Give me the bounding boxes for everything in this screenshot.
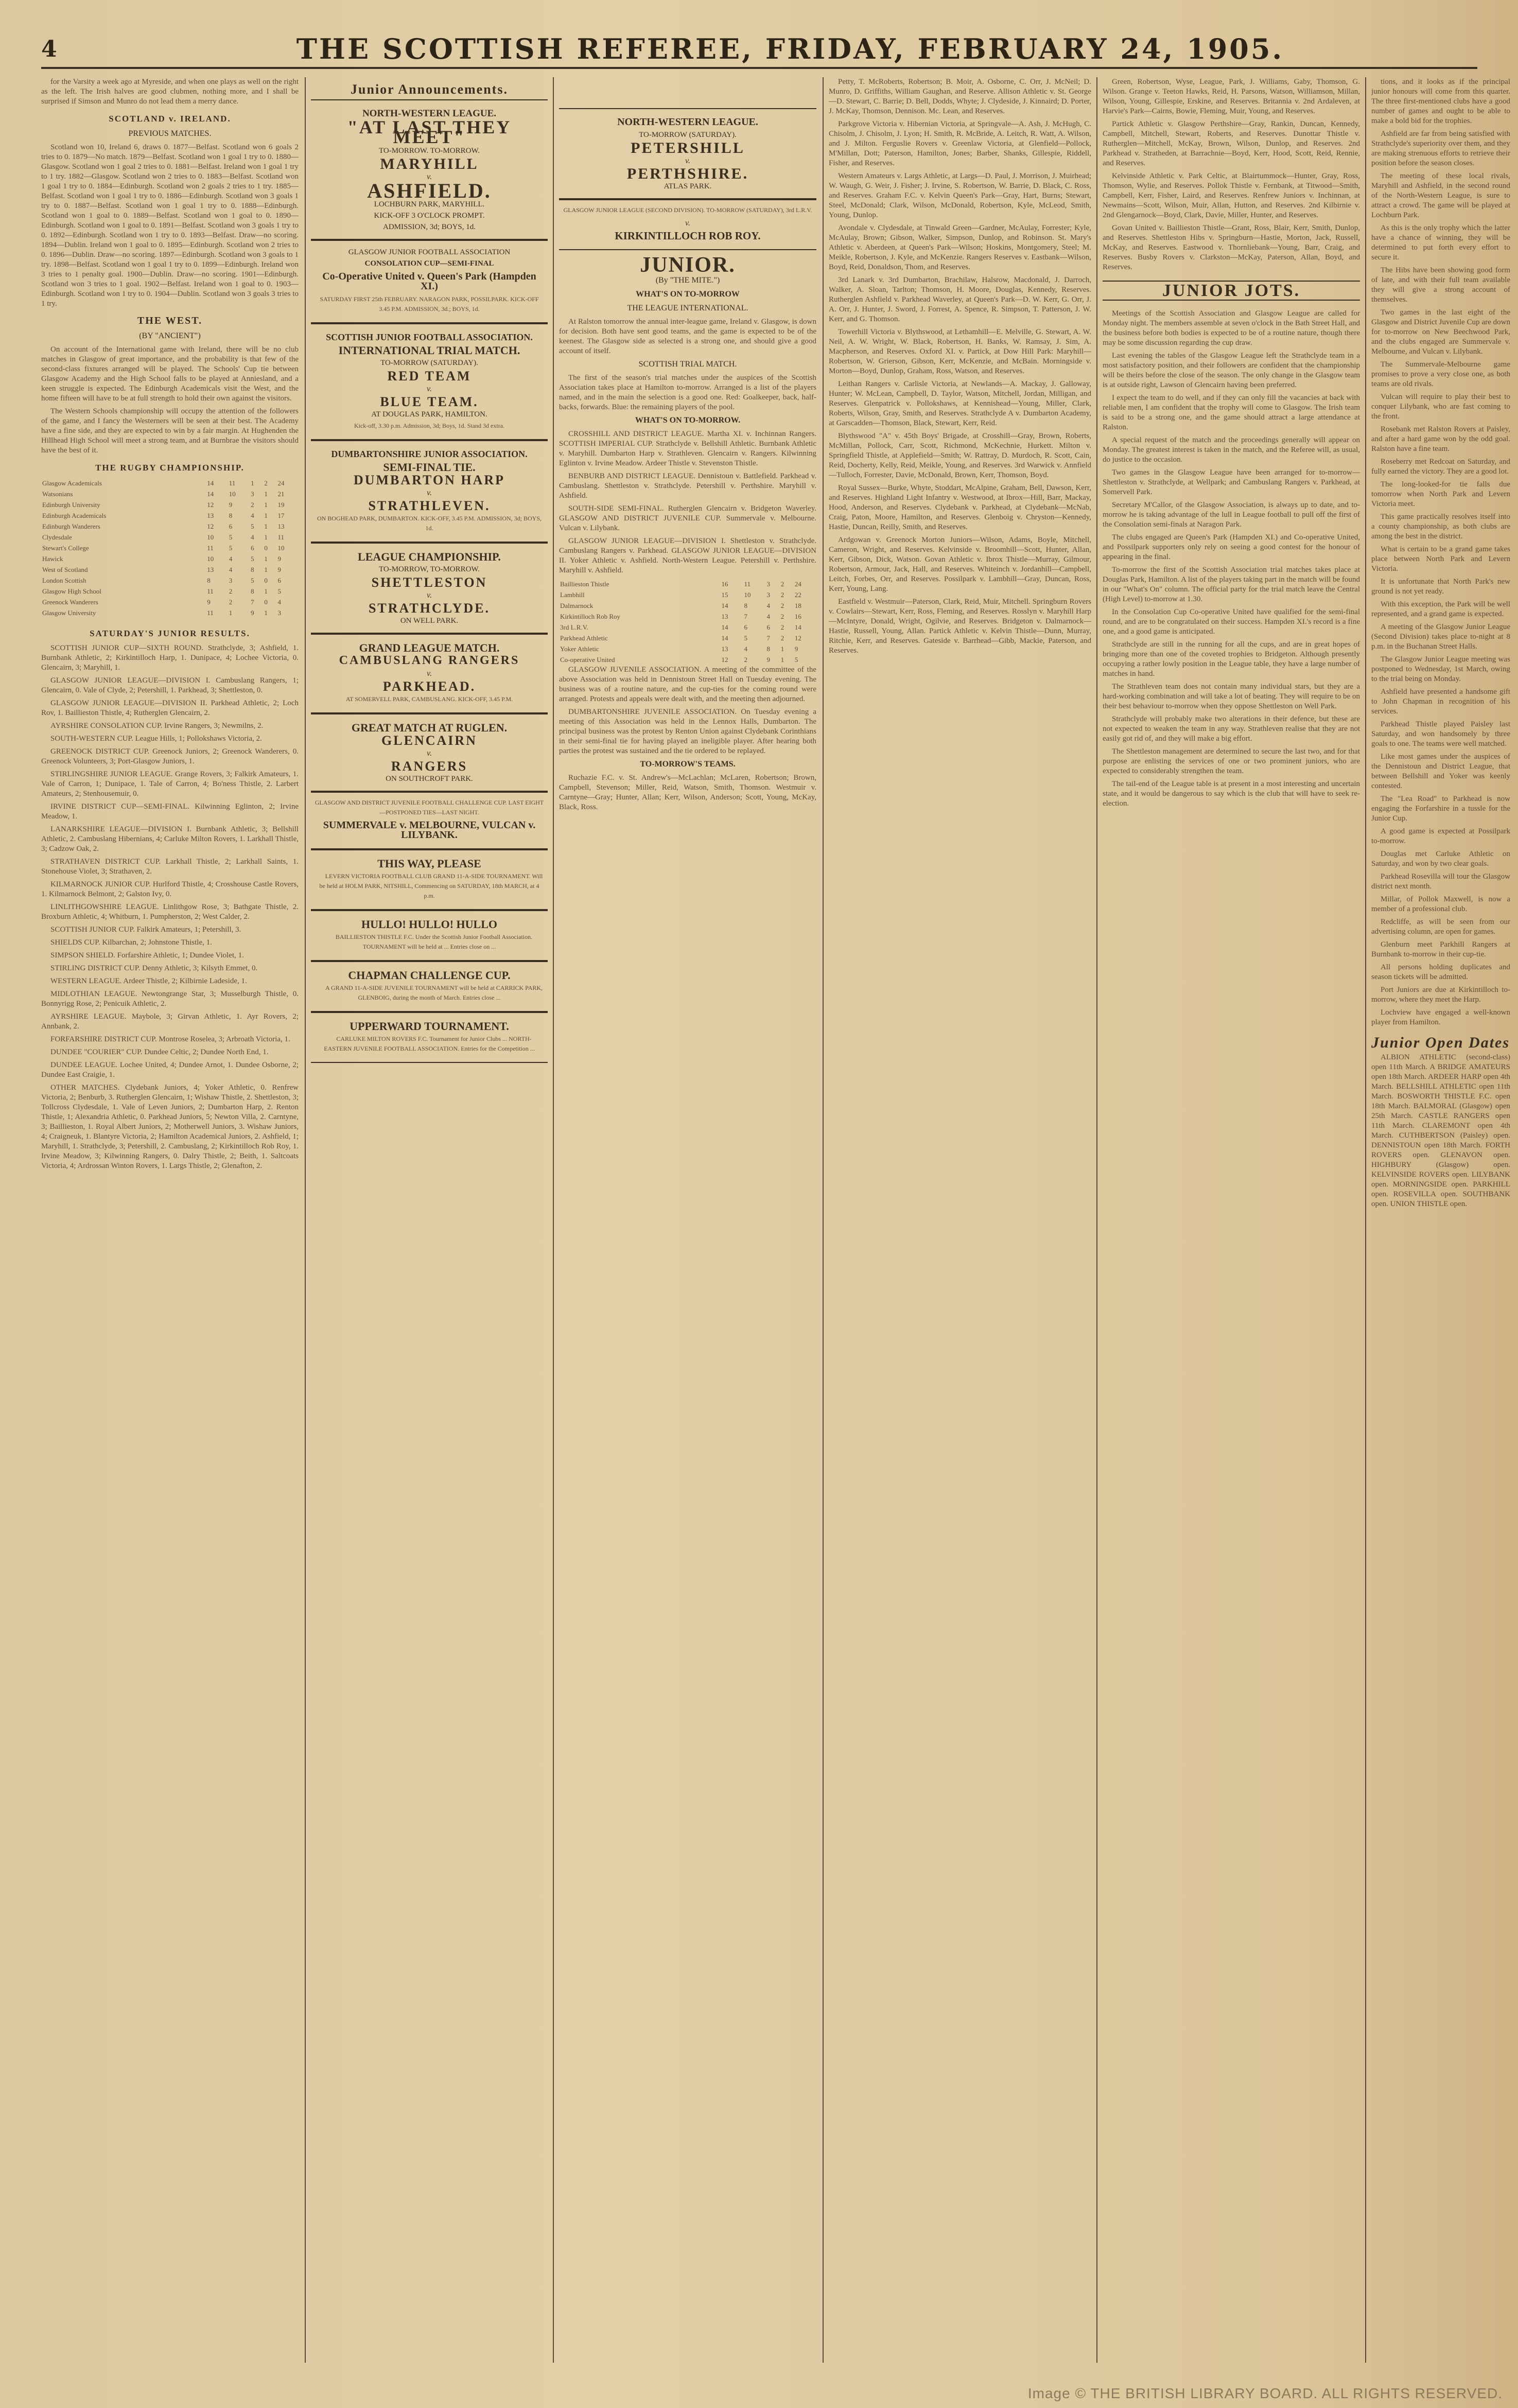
column-rule <box>823 77 824 2363</box>
column-rule <box>1096 77 1097 2363</box>
heading-tomorrows-teams: TO-MORROW'S TEAMS. <box>640 760 736 769</box>
advert-dumbartonshire: DUMBARTONSHIRE JUNIOR ASSOCIATION. SEMI-FINAL TIE. DUMBARTON HARP v. STRATHLEVEN. ON BOGHEAD PARK, DUMBARTON. KICK-OFF, 3.45 P.M. ADMISSION, 3d; BOYS, 1d. <box>311 440 548 543</box>
page-header <box>41 31 1477 69</box>
advert-upperward: UPPERWARD TOURNAMENT. CARLUKE MILTON ROVERS F.C. Tournament for Junior Clubs ... NORTH-EASTERN JUVENILE FOOTBALL ASSOCIATION. Entries for the Competition ... <box>311 1012 548 1063</box>
advert-chapman-cup: CHAPMAN CHALLENGE CUP. A GRAND 11-A-SIDE JUVENILE TOURNAMENT will be held at CARRICK PARK, GLENBOIG, during the month of March. Entries close ... <box>311 961 548 1012</box>
column-3: NORTH-WESTERN LEAGUE. TO-MORROW (SATURDAY). PETERSHILL v. PERTHSHIRE. ATLAS PARK. GLASGOW JUNIOR LEAGUE (SECOND DIVISION). TO-MORROW (SATURDAY), 3rd L.R.V. v. KIRKINTILLOCH ROB ROY. JUNIOR. (By "THE MITE.") WHAT'S ON TO-MORROW THE LEAGUE INTERNATIONAL. At Ralston tomorrow the annual inter-league game, Ireland v. Glasgow, is down for decision. Both have sent good teams, and the game is expected to be of the keenest. The Glasgow side as selected is a strong one, and should give a good account of itself. SCOTTISH TRIAL MATCH. The first of the season's trial matches under the auspices of the Scottish Association takes place at Hamilton to-morrow. Arranged is a list of the players named, and in the main the selection is a good one. Red: Goalkeeper, back, half-backs, forwards. Blue: the remaining players of the pool. WHAT'S ON TO-MORROW. CROSSHILL AND DISTRICT LEAGUE. Martha XI. v. Inchinnan Rangers. SCOTTISH IMPERIAL CUP. Strathclyde v. Bellshill Athletic. Burnbank Athletic v. Maryhill. Dumbarton Harp v. Strathleven. Glencairn v. Rangers. Kilwinning Eglinton v. Irvine Meadow. Ardeer Thistle v. Stevenston Thistle. BENBURB AND DISTRICT LEAGUE. Dennistoun v. Battlefield. Parkhead v. Cambuslang. Shettleston v. Strathclyde. Petershill v. Perthshire. Maryhill v. Ashfield. SOUTH-SIDE SEMI-FINAL. Rutherglen Glencairn v. Bridgeton Waverley. GLASGOW AND DISTRICT JUVENILE CUP. Summervale v. Melbourne. Vulcan v. Lilybank. GLASGOW JUNIOR LEAGUE—DIVISION I. Shettleston v. Strathclyde. Cambuslang Rangers v. Parkhead. GLASGOW JUNIOR LEAGUE—DIVISION II. Yoker Athletic v. Ashfield. North-Western League. Petershill v. Perthshire. Maryhill v. Ashfield. Baillieston Thistle 16 11 3 2 24 Lambhill 15 10 3 2 22 Dalmarnock 14 8 4 2 18 Kirkintilloch Rob Roy 13 7 4 2 16 3rd L.R.V. 14 6 6 2 14 Parkhead Athletic 14 5 7 2 12 Yoker Athletic 13 4 8 1 9 Co-operative United 12 2 9 1 5 GLASGOW JUVENILE ASSOCIATION. A meeting of the committee of the above Association was held in Dennistoun Street Hall on Tuesday evening. The business was of a routine nature, and the cup-ties for the coming round were arranged. Protests and appeals were dealt with, and the meeting then adjourned. DUMBARTONSHIRE JUVENILE ASSOCIATION. On Tuesday evening a meeting of this Association was held in the Lennox Halls, Dumbarton. The principal business was the protest by Renton Union against Clydebank Corinthians in their semi-final tie for having played an ineligible player. After hearing both parties the protest was sustained and the tie ordered to be replayed. TO-MORROW'S TEAMS. Ruchazie F.C. v. St. Andrew's—McLachlan; McLaren, Robertson; Brown, Campbell, Stevenson; Miller, Reid, Watson, Smith, Thomson. Westmuir v. Carntyne—Gray; Hunter, Allan; Kerr, Wilson, Anderson; Scott, Young, McKay, Black, Ross. <box>559 77 816 2363</box>
championship-table: Glasgow Academicals 14 11 1 2 24 Watsonians 14 10 3 1 21 Edinburgh University 12 9 2 1 19 Edinburgh Academicals 13 8 4 1 17 Edinburgh Wanderers 12 6 5 1 13 Clydesdale 10 5 4 1 11 Stewart's College 11 5 6 0 10 Hawick 10 4 5 1 9 West of Scotland 13 4 8 1 9 London Scottish 8 3 5 0 6 Glasgow High School 11 2 8 1 5 Greenock Wanderers 9 2 7 0 4 Glasgow University 11 1 9 1 3 <box>42 479 285 617</box>
heading-whats-on: WHAT'S ON TO-MORROW <box>636 290 740 299</box>
heading-the-west: THE WEST. <box>137 315 203 326</box>
advert-hullo: HULLO! HULLO! HULLO BAILLIESTON THISTLE F.C. Under the Scottish Junior Football Association. TOURNAMENT will be held at ... Entries close on ... <box>311 910 548 961</box>
column-6: tions, and it looks as if the principal junior honours will come from this quarter. The three first-mentioned clubs have a good number of games and ought to be able to make a bold bid for the trophies. Ashfield are far from being satisfied with Strathclyde's superiority over them, and they are making strenuous efforts to retrieve their position before the season closes. The meeting of these local rivals, Maryhill and Ashfield, in the second round of the North-Western League, is sure to attract a crowd. The game will be played at Lochburn Park. As this is the only trophy which the latter have a chance of winning, they will be determined to put forth every effort to secure it. The Hibs have been showing good form of late, and with their full team available they will give a strong account of themselves. Two games in the last eight of the Glasgow and District Juvenile Cup are down for to-morrow on New Beechwood Park, and the clubs engaged are Summervale v. Melbourne, and Vulcan v. Lilybank. The Summervale-Melbourne game promises to prove a very close one, as both teams are old rivals. Vulcan will require to play their best to conquer Lilybank, who are fast coming to the front. Rosebank met Ralston Rovers at Paisley, and after a hard game won by the odd goal. Ralston have a fine team. Roseberry met Redcoat on Saturday, and fully earned the victory. They are a good lot. The long-looked-for tie falls due tomorrow when North Park and Levern Victoria meet. This game practically resolves itself into a county championship, as both clubs are among the best in the district. What is certain to be a grand game takes place between North Park and Levern Victoria. It is unfortunate that North Park's new ground is not yet ready. With this exception, the Park will be well represented, and a grand game is expected. A meeting of the Glasgow Junior League (Second Division) takes place to-night at 8 p.m. in the Buchanan Street Halls. The Glasgow Junior League meeting was postponed to Wednesday, 1st March, owing to the trial being on Monday. Ashfield have presented a handsome gift to John Chapman in recognition of his services. Parkhead Thistle played Paisley last Saturday, and won handsomely by three goals to one. The teams were well matched. Like most games under the auspices of the Dennistoun and District League, that between Bellshill and Yoker was keenly contested. The "Lea Road" to Parkhead is now engaging the Forfarshire in a tussle for the Junior Cup. A good game is expected at Possilpark to-morrow. Douglas met Carluke Athletic on Saturday, and won by two clear goals. Parkhead Rosevilla will tour the Glasgow district next month. Millar, of Pollok Maxwell, is now a member of a professional club. Redcliffe, as will be seen from our advertising column, are open for games. Glenburn meet Parkhill Rangers at Burnbank to-morrow in their cup-tie. All persons holding duplicates and season tickets will be admitted. Port Juniors are due at Kirkintilloch to-morrow, where they meet the Harp. Lochview have engaged a well-known player from Hamilton. Junior Open Dates ALBION ATHLETIC (second-class) open 11th March. A BRIDGE AMATEURS open 18th March. ARDEER HARP open 4th March. BELLSHILL ATHLETIC open 11th March. BOSWORTH THISTLE F.C. open 18th March. BALMORAL (Glasgow) open 25th March. CASTLE RANGERS open 11th March. CLAREMONT open 4th March. CUTHBERTSON (Paisley) open. DENNISTOUN open 18th March. FORTH ROVERS open. GLENAVON open. HIGHBURY (Glasgow) open. KELVINSIDE ROVERS open. LILYBANK open. MORNINGSIDE open. PARKHILL open. ROSEVILLA open. SOUTHBANK open. UNION THISTLE open. <box>1371 78 1510 1208</box>
junior-announcements-title: Junior Announcements. <box>351 82 508 97</box>
junior-open-dates-title: Junior Open Dates <box>1371 1034 1510 1051</box>
advert-international-trial: SCOTTISH JUNIOR FOOTBALL ASSOCIATION. INTERNATIONAL TRIAL MATCH. TO-MORROW (SATURDAY). RED TEAM v. BLUE TEAM. AT DOUGLAS PARK, HAMILTON. Kick-off, 3.30 p.m. Admission, 3d; Boys, 1d. Stand 3d extra. <box>311 323 548 440</box>
heading-junior-results: SATURDAY'S JUNIOR RESULTS. <box>90 629 250 638</box>
heading-previous-matches: PREVIOUS MATCHES. <box>128 129 212 138</box>
junior-jots-title: JUNIOR JOTS. <box>1103 281 1360 301</box>
masthead: THE SCOTTISH REFEREE, FRIDAY, FEBRUARY 24, 1905. <box>296 32 1284 65</box>
heading-scotland-ireland: SCOTLAND v. IRELAND. <box>109 114 231 124</box>
column-rule <box>553 77 554 2363</box>
heading-whats-on-2: WHAT'S ON TO-MORROW. <box>635 416 741 425</box>
heading-league-international: THE LEAGUE INTERNATIONAL. <box>627 304 748 312</box>
advert-maryhill-ashfield: NORTH-WESTERN LEAGUE. "AT LAST THEY MEET" TO-MORROW. TO-MORROW. MARYHILL v. ASHFIELD. LOCHBURN PARK, MARYHILL. KICK-OFF 3 O'CLOCK PROMPT. ADMISSION, 3d; BOYS, 1d. <box>311 99 548 240</box>
advert-ruglen: GREAT MATCH AT RUGLEN. GLENCAIRN v. RANGERS ON SOUTHCROFT PARK. <box>311 713 548 792</box>
byline-the-mite: (By "THE MITE.") <box>655 276 720 285</box>
advert-league-championship: LEAGUE CHAMPIONSHIP. TO-MORROW, TO-MORROW. SHETTLESTON v. STRATHCLYDE. ON WELL PARK. <box>311 543 548 634</box>
column-5: Green, Robertson, Wyse, League, Park, J. Williams, Gaby, Thomson, G. Wilson. Grange v. Teeton Hawks, Reid, H. Parsons, Watson, Williamson, Millan, Wilson, Young, Gillespie, Erskine, and Reserves. Britannia v. 2nd Ardaleven, at Harvie's Park—Cairns, Bowie, Fleming, Muir, Young, and Reserves. Partick Athletic v. Glasgow Perthshire—Gray, Rankin, Duncan, Kennedy, Campbell, Mitchell, Stewart, Roberts, and Reserves. Dunottar Thistle v. Rutherglen—Mitchell, McKay, Brown, Wilson, Dunlop, and Reserves. 2nd Parkhead v. Stratheden, at Barrachnie—Boyd, Kerr, Hood, Scott, Reid, Rennie, and Reserves. Kelvinside Athletic v. Park Celtic, at Blairtummock—Hunter, Gray, Ross, Thomson, Wylie, and Reserves. Pollok Thistle v. Fernbank, at Titwood—Smith, Campbell, Kerr, Fisher, Laird, and Reserves. Renfrew Juniors v. Inchinnan, at Newmains—Scott, Wilson, Muir, Allan, Hutton, and Reserves. 2nd Kilbirnie v. 2nd Glengarnock—Boyd, Clark, Davie, Miller, Hunter, and Reserves. Govan United v. Baillieston Thistle—Grant, Ross, Blair, Kerr, Smith, Dunlop, and Reserves. Shettleston Hibs v. Springburn—Hastie, Morton, Jack, Russell, McKay, and Reserves. Eastwood v. Thornliebank—Young, Barr, Craig, and Reserves. Busby Rovers v. Clarkston—McKay, Paterson, Allan, Boyd, and Reserves. JUNIOR JOTS. Meetings of the Scottish Association and Glasgow League are called for Monday night. The members assemble at seven o'clock in the Bath Street Hall, and the business before both bodies is expected to be of a routine nature, though there may be some discussion regarding the cup draw. Last evening the tables of the Glasgow League left the Strathclyde team in a most satisfactory position, and their followers are confident that the championship will be theirs before the close of the season. The only change in the Glasgow team is at outside right, Lawson of Glencairn having been preferred. I expect the team to do well, and if they can only fill the vacancies at back with reliable men, I am confident that the trophy will come to Glasgow. The Irish team is said to be a strong one, and the game should attract a large attendance at Ralston. A special request of the match and the proceedings generally will appear on Monday. The greatest interest is taken in the match, and the Referee will, as usual, do justice to the occasion. Two games in the Glasgow League have been arranged for to-morrow—Shettleston v. Strathclyde, at Wellpark; and Cambuslang Rangers v. Parkhead, at Somervell Park. Secretary M'Callor, of the Glasgow Association, is always up to date, and to-morrow he is taking advantage of the lull in League football to pull off the first of the Consolation semi-finals at Naragon Park. The clubs engaged are Queen's Park (Hampden XI.) and Co-operative United, and Possilpark supporters only rely on seeing a good contest for the honour of appearing in the final. To-morrow the first of the Scottish Association trial matches takes place at Douglas Park, Hamilton. A list of the players taking part in the match will be found in our "What's On" column. The official party for the trial match leave the Central (High Level) to-morrow at 1.30. In the Consolation Cup Co-operative United have qualified for the semi-final round, and are to be congratulated on their success. Hampden XI.'s record is a fine one, and a good game is anticipated. Strathclyde are still in the running for all the cups, and are in great hopes of bringing more than one of the coveted trophies to Bridgeton. Although presently occupying a rather lowly position in the League table, they have a large number of matches in hand. The Strathleven team does not contain many individual stars, but they are a hard-working combination and will take a lot of beating. They will require to be on their best behaviour to-morrow when they oppose Shettleston on Well Park. Strathclyde will probably make two alterations in their defence, but these are not expected to weaken the team in any way. Strathleven realise that they are not easily got rid of, and they will make a big effort. The Shettleston management are determined to secure the last two, and for that purpose are enlisting the services of one or two prominent juniors, who are expected to considerably strengthen the team. The tail-end of the League table is at present in a most interesting and uncertain state, and it would be dangerous to say which is the club that will have to seek re-election. <box>1103 78 1360 808</box>
column-2 <box>311 77 548 2363</box>
advert-consolation-cup: GLASGOW JUNIOR FOOTBALL ASSOCIATION CONSOLATION CUP—SEMI-FINAL Co-Operative United v. Queen's Park (Hampden XI.) SATURDAY FIRST 25th FEBRUARY. NARAGON PARK, POSSILPARK. KICK-OFF 3.45 P.M. ADMISSION, 3d.; BOYS, 1d. <box>311 240 548 323</box>
copyright-credit: Image © THE BRITISH LIBRARY BOARD. ALL RIGHTS RESERVED. <box>1027 2385 1503 2401</box>
page-number: 4 <box>41 36 57 62</box>
column-rule <box>1365 77 1366 2363</box>
advert-grand-league-match: GRAND LEAGUE MATCH. CAMBUSLANG RANGERS v. PARKHEAD. AT SOMERVELL PARK, CAMBUSLANG. KICK-OFF, 3.45 P.M. <box>311 634 548 713</box>
advert-lark-rob-roy: GLASGOW JUNIOR LEAGUE (SECOND DIVISION). TO-MORROW (SATURDAY), 3rd L.R.V. v. KIRKINTILLOCH ROB ROY. <box>559 199 816 250</box>
league-table: Baillieston Thistle 16 11 3 2 24 Lambhill 15 10 3 2 22 Dalmarnock 14 8 4 2 18 Kirkintilloch Rob Roy 13 7 4 2 16 3rd L.R.V. 14 6 6 2 14 Parkhead Athletic 14 5 7 2 12 Yoker Athletic 13 4 8 1 9 Co-operative United 12 2 9 1 5 <box>560 580 801 664</box>
heading-scottish-trial: SCOTTISH TRIAL MATCH. <box>638 360 737 369</box>
junior-section-title: JUNIOR. <box>640 253 736 277</box>
column-1: for the Varsity a week ago at Myreside, and when one plays as well on the right as the left. The Irish halves are good clubmen, nothing more, and I shall be surprised if Simson and Munro do not lead them a merry dance. SCOTLAND v. IRELAND. PREVIOUS MATCHES. Scotland won 10, Ireland 6, draws 0. 1877—Belfast. Scotland won 6 goals 2 tries to 0. 1879—No match. 1879—Belfast. Scotland won 1 goal 1 try to 0. 1880—Glasgow. Scotland won 1 goal 2 tries to 0. 1881—Belfast. Ireland won 1 goal 1 try to 1 try. 1882—Glasgow. Scotland won 2 tries to 0. 1883—Belfast. Scotland won 1 goal 1 try to 0. 1884—Edinburgh. Scotland won 2 goals 2 tries to 1 try. 1885—Belfast. Scotland won 1 goal 1 try to 0. 1886—Edinburgh. Scotland won 3 goals 1 try to 0. 1887—Belfast. Scotland won 1 goal 1 try to 0. 1888—Edinburgh. Scotland won 1 goal to 0. 1889—Belfast. Scotland won 1 goal to 0. 1890—Edinburgh. Scotland won 1 goal to 0. 1891—Belfast. Scotland won 3 goals 1 try to 0. 1892—Edinburgh. Scotland won 1 try to 0. 1893—Belfast. Draw—no scoring. 1894—Dublin. Ireland won 1 goal to 0. 1895—Edinburgh. Scotland won 2 tries to 0. 1896—Dublin. Draw—no scoring. 1897—Edinburgh. Scotland won 3 goals to 1 try. 1898—Belfast. Scotland won 1 goal 1 try to 0. 1899—Edinburgh. Ireland won 3 tries to 1 penalty goal. 1900—Dublin. Draw—no scoring. 1901—Edinburgh. Scotland won 3 tries to 1 goal. 1902—Belfast. Ireland won 1 goal to 0. 1903—Edinburgh. Scotland won 1 try to 0. 1904—Dublin. Scotland won 3 goals 3 tries to 1 try. THE WEST. (BY "ANCIENT") On account of the International game with Ireland, there will be no club matches in Glasgow of great importance, and the probability is that few of the second-class fixtures arranged will be played. The Schools' Cup tie between Glasgow Academy and the High School falls to be played at Anniesland, and a keen struggle is expected. The Edinburgh Academicals visit the West, and the home fifteen will have to be at full strength to hold their own against the visitors. The Western Schools championship will occupy the attention of the followers of the game, and I fancy the Westerners will be seen at their best. The Academy have a fine side, and they are expected to win by a fair margin. At Hughenden the Hillhead High School will meet a strong team, and at Burnbrae the visitors should have the best of it. THE RUGBY CHAMPIONSHIP. Glasgow Academicals 14 11 1 2 24 Watsonians 14 10 3 1 21 Edinburgh University 12 9 2 1 19 Edinburgh Academicals 13 8 4 1 17 Edinburgh Wanderers 12 6 5 1 13 Clydesdale 10 5 4 1 11 Stewart's College 11 5 6 0 10 Hawick 10 4 5 1 9 West of Scotland 13 4 8 1 9 London Scottish 8 3 5 0 6 Glasgow High School 11 2 8 1 5 Greenock Wanderers 9 2 7 0 4 Glasgow University 11 1 9 1 3 SATURDAY'S JUNIOR RESULTS. SCOTTISH JUNIOR CUP—SIXTH ROUND. Strathclyde, 3; Ashfield, 1. Burnbank Athletic, 2; Kirkintilloch Harp, 1. Dunipace, 4; Lochee Victoria, 0. Glencairn, 3; Maryhill, 1. GLASGOW JUNIOR LEAGUE—DIVISION I. Cambuslang Rangers, 1; Glencairn, 0. Vale of Clyde, 2; Petershill, 1. Parkhead, 3; Shettleston, 0. GLASGOW JUNIOR LEAGUE—DIVISION II. Parkhead Athletic, 2; Loch Rov, 1. Baillieston Thistle, 4; Rutherglen Glencairn, 2. AYRSHIRE CONSOLATION CUP. Irvine Rangers, 3; Newmilns, 2. SOUTH-WESTERN CUP. League Hills, 1; Pollokshaws Victoria, 2. GREENOCK DISTRICT CUP. Greenock Juniors, 2; Greenock Wanderers, 0. Greenock Volunteers, 3; Port-Glasgow Juniors, 1. STIRLINGSHIRE JUNIOR LEAGUE. Grange Rovers, 3; Falkirk Amateurs, 1. Vale of Carron, 1; Dunipace, 1. Tale of Carron, 4; Bo'ness Thistle, 2. Larbert Amateurs, 2; Stenhousemuir, 0. IRVINE DISTRICT CUP—SEMI-FINAL. Kilwinning Eglinton, 2; Irvine Meadow, 1. LANARKSHIRE LEAGUE—DIVISION I. Burnbank Athletic, 3; Bellshill Athletic, 2. Cambuslang Hibernians, 4; Carluke Milton Rovers, 1. Larkhall Thistle, 3; Cadzow Oak, 2. STRATHAVEN DISTRICT CUP. Larkhall Thistle, 2; Larkhall Saints, 1. Stonehouse Violet, 3; Strathaven, 2. KILMARNOCK JUNIOR CUP. Hurlford Thistle, 4; Crosshouse Castle Rovers, 1. Kilmarnock Belmont, 2; Galston Ivy, 0. LINLITHGOWSHIRE LEAGUE. Linlithgow Rose, 3; Bathgate Thistle, 2. Broxburn Athletic, 4; Whitburn, 1. Pumpherston, 2; West Calder, 2. SCOTTISH JUNIOR CUP. Falkirk Amateurs, 1; Petershill, 3. SHIELDS CUP. Kilbarchan, 2; Johnstone Thistle, 1. SIMPSON SHIELD. Forfarshire Athletic, 1; Dundee Violet, 1. STIRLING DISTRICT CUP. Denny Athletic, 3; Kilsyth Emmet, 0. WESTERN LEAGUE. Ardeer Thistle, 2; Kilbirnie Ladeside, 1. MIDLOTHIAN LEAGUE. Newtongrange Star, 3; Musselburgh Thistle, 0. Bonnyrigg Rose, 2; Penicuik Athletic, 2. AYRSHIRE LEAGUE. Maybole, 3; Girvan Athletic, 1. Ayr Rovers, 2; Annbank, 2. FORFARSHIRE DISTRICT CUP. Montrose Roselea, 3; Arbroath Victoria, 1. DUNDEE "COURIER" CUP. Dundee Celtic, 2; Dundee North End, 1. DUNDEE LEAGUE. Lochee United, 4; Dundee Arnot, 1. Dundee Osborne, 2; Dundee East Craigie, 1. OTHER MATCHES. Clydebank Juniors, 4; Yoker Athletic, 0. Renfrew Victoria, 2; Benburb, 3. Rutherglen Glencairn, 1; Wishaw Thistle, 2. Shettleston, 3; Tollcross Clydesdale, 1. Vale of Leven Juniors, 2; Dumbarton Harp, 2. Renton Thistle, 1; Alexandria Athletic, 0. Parkhead Juniors, 5; Newton Villa, 2. Carntyne, 3; Baillieston, 1. Royal Albert Juniors, 2; Motherwell Juniors, 3. Wishaw Juniors, 4; Craigneuk, 1. Blantyre Victoria, 2; Hamilton Academical Juniors, 2. Ashfield, 1; Maryhill, 1. Strathclyde, 3; Petershill, 2. Cambuslang, 2; Kirkintilloch Rob Roy, 1. Irvine Meadow, 3; Kilwinning Rangers, 0. Dalry Thistle, 2; Beith, 1. Saltcoats Victoria, 4; Ardrossan Winton Rovers, 1. Largs Thistle, 2; Glenafton, 2. <box>41 78 299 1170</box>
advert-this-way-please: THIS WAY, PLEASE LEVERN VICTORIA FOOTBALL CLUB GRAND 11-A-SIDE TOURNAMENT. Will be held at HOLM PARK, NITSHILL, Commencing on SATURDAY, 18th MARCH, at 4 p.m. <box>311 849 548 910</box>
heading-rugby-championship: THE RUGBY CHAMPIONSHIP. <box>95 463 245 473</box>
column-rule <box>305 77 306 2363</box>
byline-ancient: (BY "ANCIENT") <box>139 331 201 340</box>
advert-petershill-perthshire: NORTH-WESTERN LEAGUE. TO-MORROW (SATURDAY). PETERSHILL v. PERTHSHIRE. ATLAS PARK. <box>559 108 816 199</box>
column-4: Petty, T. McRoberts, Robertson; B. Moir, A. Osborne, C. Orr, J. McNeil; D. Munro, D. Griffiths, William Gaughan, and Reserve. Allison Athletic v. St. George—D. Stewart, C. Barrie; D. Bell, Dodds, Whyte; J. Clydeside, J. Kinnaird; D. Porter, J. McKay, Thomson, Dennison. Mc. Lean, and Reserves. Parkgrove Victoria v. Hibernian Victoria, at Springvale—A. Ash, J. McHugh, C. Chisolm, J. Chisolm, J. Lyon; H. Smith, R. McBride, A. Leitch, R. Watt, A. Wilson, and J. Milton. Ferguslie Rovers v. Greenlaw Victoria, at Glenfield—Pollock, M'Millan, Dott; Paterson, Hamilton, Jones; Barber, Shanks, Gillespie, Riddell, Fisher, and Reserves. Western Amateurs v. Largs Athletic, at Largs—D. Paul, J. Morrison, J. Muirhead; W. Waugh, G. Weir, J. Fisher; J. Irvine, S. Robertson, W. Barrie, D. Black, C. Ross, and Reserves. Graham F.C. v. Kelvin Queen's Park—Gray, Hart, Burns; Stewart, Steel, McDonald; Clark, Wilson, McDonald, Robertson, Kyle, McLeod, Smith, Young, Dunlop. Avondale v. Clydesdale, at Tinwald Green—Gardner, McAulay, Forrester; Kyle, McAulay, Brown; Gibson, Walker, Simpson, Dunlop, and Robinson. St. Mary's Athletic v. Aberdeen, at Queen's Park—Wilson; Hoskins, Montgomery, Steel; M. Meikle, Robertson, J. Kyle, and McKenzie. Rangers Reserves v. Eastbank—Wilson, Boyd, Reid, Donaldson, Thom, and Reserves. 3rd Lanark v. 3rd Dumbarton, Brachilaw, Halsrow, Macdonald, J. Darroch, Walker, A. Sloan, Tarlton; Thomson, H. Moore, Douglas, Kennedy, Reserves. Rutherglen Ashfield v. Parkhead Waverley, at Queen's Park—D. W. Kerr, G. Orr, J. A. Orr, J. Hunter, J. Sword, J. Forrest, A. Spence, R. Simpson, T. Patterson, J. W. Kerr, and G. Thomson. Towerhill Victoria v. Blythswood, at Lethamhill—E. Melville, G. Stewart, A. W. Neil, A. W. Wright, W. Black, Robertson, H. Banks, W. Ramsay, J. Sim, A. Macpherson, and Reserves. Oxford XI. v. Partick, at Dow Hill Park: Maryhill—Robertson, W. Grierson, Gibson, Kerr, McKenzie, and McBain. Morningside v. Morton—Boyd, Dunlop, Graham, Ross, Watson, and Reserves. Leithan Rangers v. Carlisle Victoria, at Newlands—A. Mackay, J. Galloway, Hunter; W. McLean, Campbell, D. Taylor, Watson, Mitchell, Jordan, Milligan, and Reserves. Glenpatrick v. Pollokshaws, at Kennishead—Young, Miller, Clark, Roberts, Wilson, Gray, Smith, and Reserves. Strathclyde A v. Dumbarton Academy, at Garscadden—Thomson, Black, Stewart, Kerr, Reid. Blythswood "A" v. 45th Boys' Brigade, at Crosshill—Gray, Brown, Roberts, McMillan, Pollock, Carr, Scott, Richmond, McKechnie, Hurkett. Milton v. Springfield Thistle, at Applefield—Smith; W. Rattray, D. Murdoch, R. Scott, Cain, Reid, Docherty, Kelly, Reid, Meikle, Young, and Reserves. 3rd Warwick v. Annfield—Tulloch, Forrester, Davie, McDonald, Brown, Kerr, Thomson, Boyd. Royal Sussex—Burke, Whyte, Stoddart, McAlpine, Graham, Bell, Dawson, Kerr, and Reserves. Highland Light Infantry v. Westwood, at Ibrox—Hill, Barr, Mackay, Hood, Anderson, and Reserves. Clydebank v. Parkhead, at Clydebank—McNab, Craig, Paton, Moore, Hamilton, and Reserves. Glenboig v. Chryston—Kennedy, Hastie, Duncan, Reilly, Smith, and Reserves. Ardgowan v. Greenock Morton Juniors—Wilson, Adams, Boyle, Mitchell, Cameron, Wright, and Reserves. Kelvinside v. Broomhill—Scott, Hunter, Allan, Kerr, Gibson, Dick, Watson. Govan Athletic v. Ibrox Thistle—Murray, Gilmour, Robertson, Armour, Jack, Hall, and Reserves. Whiteinch v. Jordanhill—Campbell, Leitch, Forbes, Orr, and Reserves. Possilpark v. Lambhill—Gray, Duncan, Ross, Kerr, Young, Lang. Eastfield v. Westmuir—Paterson, Clark, Reid, Muir, Mitchell. Springburn Rovers v. Cowlairs—Stewart, Kerr, Ross, Fleming, and Reserves. Rosslyn v. Maryhill Harp—McIntyre, Donald, Wright, Ogilvie, and Reserves. Bridgeton v. Dalmarnock—Hastie, Russell, Young, Allan. Partick Athletic v. Kelvin Thistle—Dunn, Murray, Ritchie, Kerr, and Reserves. Gateside v. Barrhead—Gibb, Mackie, Paterson, and Reserves. <box>829 78 1091 655</box>
advert-summervale: GLASGOW AND DISTRICT JUVENILE FOOTBALL CHALLENGE CUP. LAST EIGHT—POSTPONED TIES—LAST NIGHT. SUMMERVALE v. MELBOURNE, VULCAN v. LILYBANK. <box>311 792 548 849</box>
